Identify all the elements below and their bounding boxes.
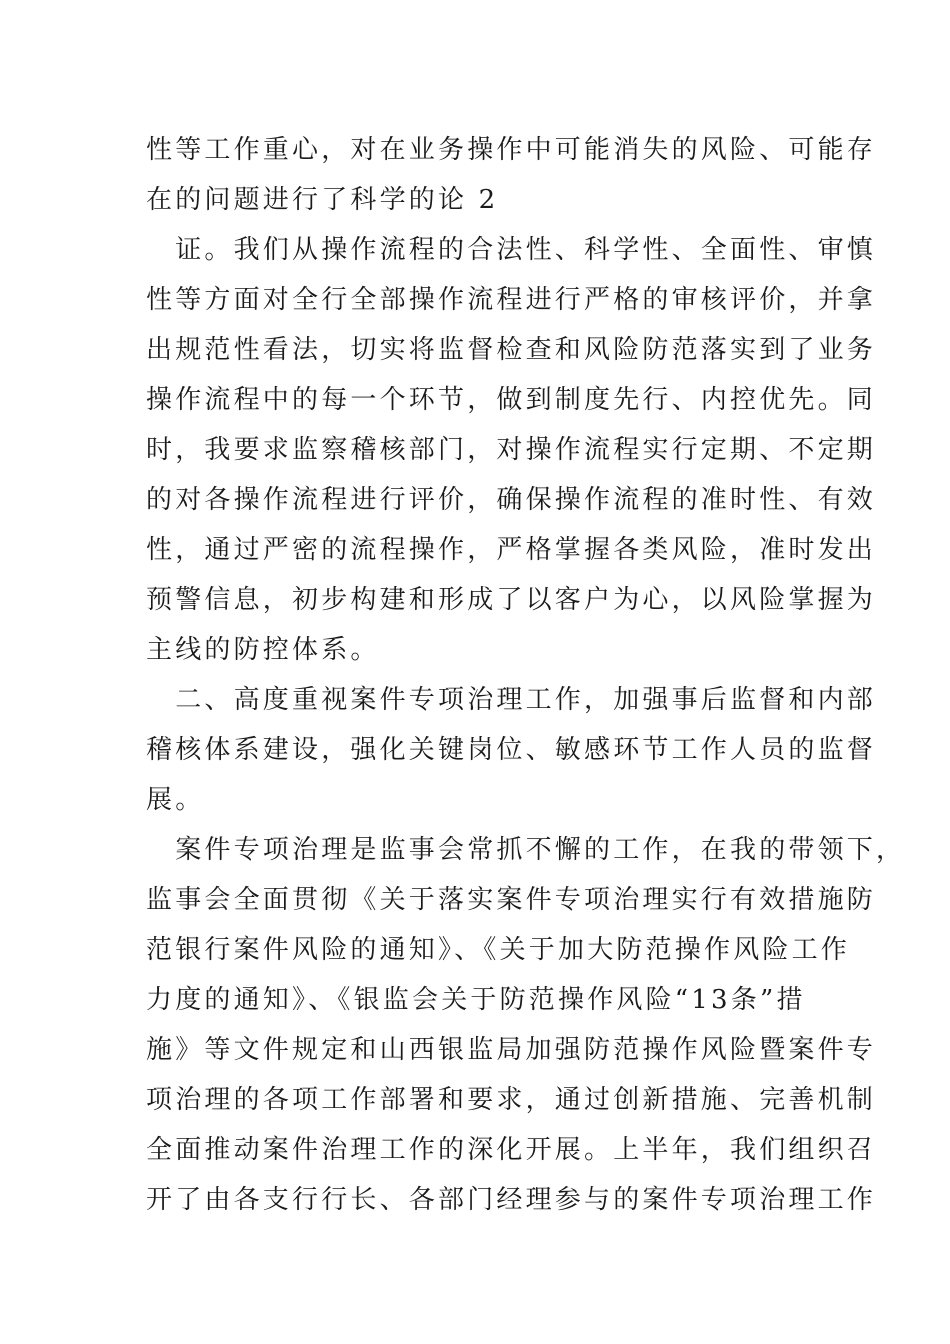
text-line: 力度的通知》、《银监会关于防范操作风险“13条”措 [146,985,806,1015]
text-line: 时，我要求监察稽核部门，对操作流程实行定期、不定期 [146,435,877,465]
text-line: 施》等文件规定和山西银监局加强防范操作风险暨案件专 [146,1035,877,1065]
text-line: 主线的防控体系。 [146,635,380,665]
text-line: 在的问题进行了科学的论 2 [146,185,499,215]
text-line: 开了由各支行行长、各部门经理参与的案件专项治理工作 [146,1185,877,1215]
text-line: 展。 [146,785,205,815]
text-line: 预警信息，初步构建和形成了以客户为心，以风险掌握为 [146,585,877,615]
text-line: 操作流程中的每一个环节，做到制度先行、内控优先。同 [146,385,877,415]
text-line: 出规范性看法，切实将监督检查和风险防范落实到了业务 [146,335,877,365]
text-line: 性等工作重心，对在业务操作中可能消失的风险、可能存 [146,135,877,165]
text-line: 性等方面对全行全部操作流程进行严格的审核评价，并拿 [146,285,877,315]
text-line: 案件专项治理是监事会常抓不懈的工作，在我的带领下， [146,835,906,865]
text-line: 性，通过严密的流程操作，严格掌握各类风险，准时发出 [146,535,877,565]
text-line: 二、高度重视案件专项治理工作，加强事后监督和内部 [146,685,877,715]
text-line: 监事会全面贯彻《关于落实案件专项治理实行有效措施防 [146,885,877,915]
text-line: 全面推动案件治理工作的深化开展。上半年，我们组织召 [146,1135,877,1165]
text-line: 证。我们从操作流程的合法性、科学性、全面性、审慎 [146,235,877,265]
text-line: 的对各操作流程进行评价，确保操作流程的准时性、有效 [146,485,877,515]
text-line: 稽核体系建设，强化关键岗位、敏感环节工作人员的监督 [146,735,877,765]
text-line: 范银行案件风险的通知》、《关于加大防范操作风险工作 [146,935,851,965]
text-line: 项治理的各项工作部署和要求，通过创新措施、完善机制 [146,1085,877,1115]
